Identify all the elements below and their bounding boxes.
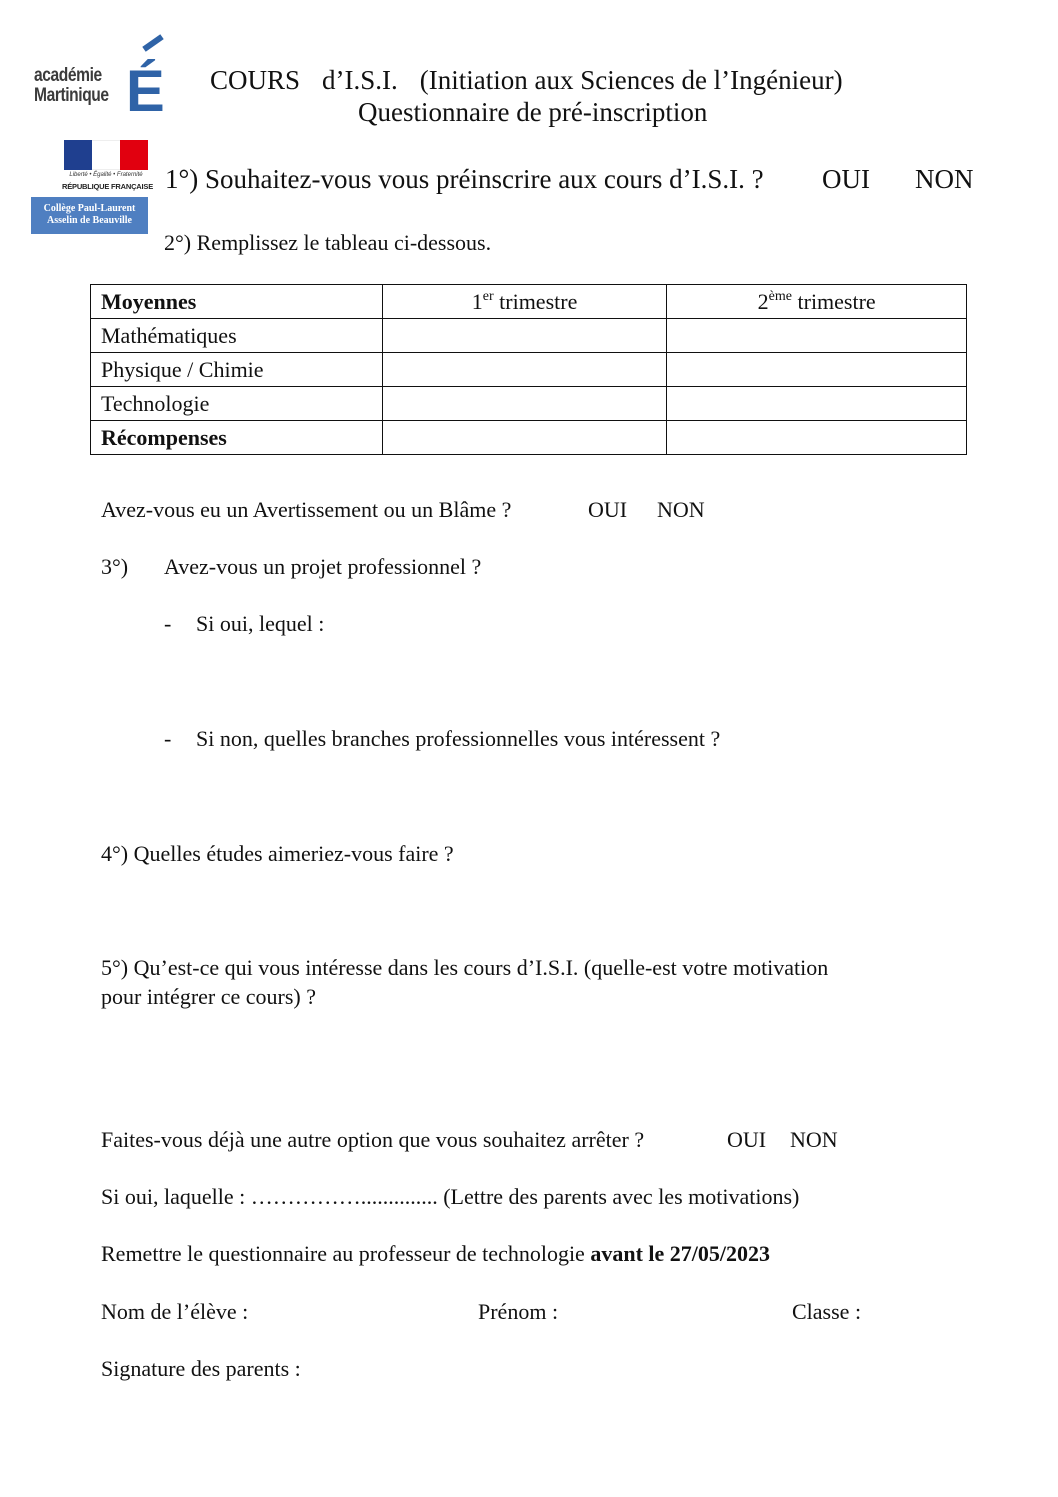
- student-firstname-label: Prénom :: [478, 1299, 559, 1324]
- question-5-line-2: pour intégrer ce cours) ?: [101, 984, 317, 1009]
- warning-question: Avez-vous eu un Avertissement ou un Blâme ?: [101, 497, 512, 522]
- grade-cell-t1[interactable]: [382, 353, 667, 387]
- warning-no-option[interactable]: NON: [657, 497, 705, 522]
- question-2: 2°) Remplissez le tableau ci-dessous.: [164, 230, 492, 255]
- q3-if-no: Si non, quelles branches professionnelles vous intéressent ?: [196, 726, 721, 751]
- option-yes-option[interactable]: OUI: [727, 1127, 767, 1152]
- question-1: 1°) Souhaitez-vous vous préinscrire aux cours d’I.S.I. ?: [165, 164, 764, 194]
- academie-logo-text: académie Martinique: [34, 65, 109, 106]
- header-trimestre-2: 2ème trimestre: [667, 285, 967, 319]
- page-title: Questionnaire de pré-inscription: [358, 97, 708, 127]
- option-which: Si oui, laquelle : …………….............. (Lettre des parents avec les motivations): [101, 1184, 800, 1209]
- student-name-label: Nom de l’élève :: [101, 1299, 249, 1324]
- table-row: [91, 387, 967, 421]
- college-badge: Collège Paul-Laurent Asselin de Beauville: [31, 197, 148, 234]
- bullet-dash: -: [164, 611, 172, 636]
- option-question: Faites-vous déjà une autre option que vous souhaitez arrêter ?: [101, 1127, 645, 1152]
- republique-francaise-logo: [62, 140, 154, 192]
- academie-martinique-logo: [30, 40, 175, 135]
- warning-yes-option[interactable]: OUI: [588, 497, 628, 522]
- grade-cell-t1[interactable]: [382, 319, 667, 353]
- grade-cell-t1[interactable]: [382, 387, 667, 421]
- table-header-row: [91, 285, 967, 319]
- republique-name: RÉPUBLIQUE FRANÇAISE: [62, 182, 154, 191]
- republique-motto: Liberté • Égalité • Fraternité: [69, 172, 143, 178]
- logo-accent-mark: [142, 34, 163, 52]
- grade-cell-t2[interactable]: [667, 387, 967, 421]
- row-label: Mathématiques: [91, 319, 383, 353]
- grade-cell-t2[interactable]: [667, 421, 967, 455]
- deadline-date: avant le 27/05/2023: [590, 1241, 770, 1266]
- table-row: [91, 353, 967, 387]
- row-label: Physique / Chimie: [91, 353, 383, 387]
- grade-cell-t2[interactable]: [667, 319, 967, 353]
- header-line-1: COURS d’I.S.I. (Initiation aux Sciences de l’Ingénieur): [210, 65, 843, 95]
- parent-signature-label: Signature des parents :: [101, 1356, 301, 1381]
- question-3-number: 3°): [101, 554, 129, 579]
- option-no-option[interactable]: NON: [790, 1127, 838, 1152]
- grade-cell-t1[interactable]: [382, 421, 667, 455]
- question-5-line-1: 5°) Qu’est-ce qui vous intéresse dans les cours d’I.S.I. (quelle-est votre motivation: [101, 955, 829, 980]
- grade-cell-t2[interactable]: [667, 353, 967, 387]
- header-moyennes: Moyennes: [91, 285, 383, 319]
- table-row: [91, 319, 967, 353]
- grades-table: [90, 284, 967, 455]
- class-label: Classe :: [792, 1299, 862, 1324]
- row-label: Récompenses: [91, 421, 383, 455]
- bullet-dash: -: [164, 726, 172, 751]
- q1-no-option[interactable]: NON: [915, 164, 974, 194]
- table-row: [91, 421, 967, 455]
- question-3: Avez-vous un projet professionnel ?: [164, 554, 482, 579]
- french-flag-icon: [64, 140, 148, 170]
- q1-yes-option[interactable]: OUI: [822, 164, 870, 194]
- row-label: Technologie: [91, 387, 383, 421]
- question-4: 4°) Quelles études aimeriez-vous faire ?: [101, 841, 454, 866]
- q3-if-yes: Si oui, lequel :: [196, 611, 325, 636]
- logo-letter-e: É: [126, 59, 165, 124]
- header-trimestre-1: 1er trimestre: [382, 285, 667, 319]
- deadline-note: Remettre le questionnaire au professeur de technologie avant le 27/05/2023: [101, 1241, 770, 1266]
